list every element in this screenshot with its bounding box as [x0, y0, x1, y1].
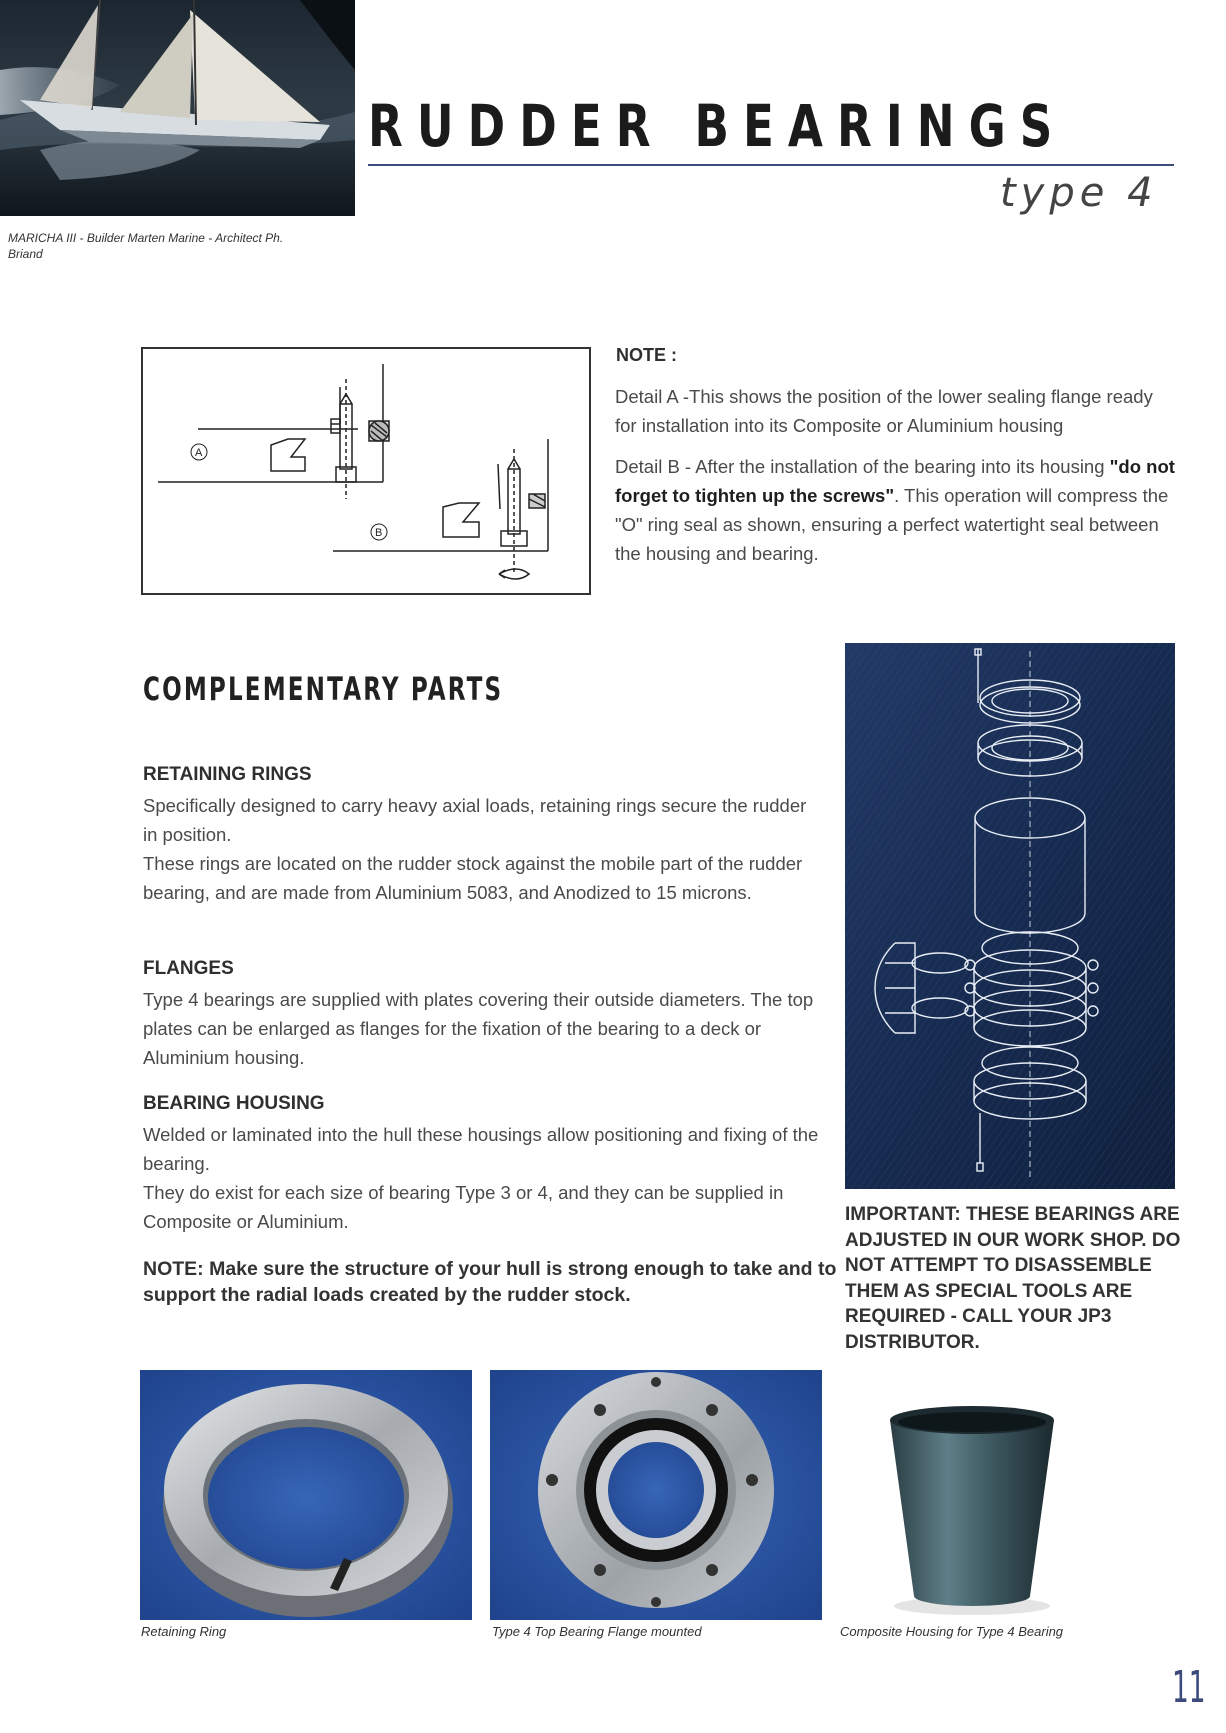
section-text-bearing-housing-2: They do exist for each size of bearing Type 3 or 4, and they can be supplied in Composite or Aluminium. — [143, 1182, 784, 1232]
page-number: 11 — [1172, 1662, 1206, 1713]
hero-caption: MARICHA III - Builder Marten Marine - Architect Ph. Briand — [8, 231, 284, 261]
title-divider — [368, 164, 1174, 166]
detail-label-b: B — [375, 527, 383, 539]
section-text-retaining-rings-2: These rings are located on the rudder stock against the mobile part of the rudder bearing, and are made from Aluminium 5083, and Anodized to 15 microns. — [143, 853, 803, 903]
hull-structure-note: NOTE: Make sure the structure of your hull is strong enough to take and to support the radial loads created by the rudder stock. — [143, 1258, 837, 1306]
hero-yacht-photo — [0, 0, 355, 216]
composite-housing-photo — [842, 1370, 1092, 1620]
section-text-retaining-rings: Specifically designed to carry heavy axial loads, retaining rings secure the rudder in position. — [143, 795, 807, 845]
exploded-bearing-blueprint — [845, 643, 1175, 1189]
top-bearing-flange-photo — [490, 1370, 822, 1620]
photo-caption-retaining-ring: Retaining Ring — [141, 1624, 227, 1639]
note-title: NOTE : — [616, 345, 677, 365]
page-subtitle: type 4 — [1000, 170, 1158, 216]
note-detail-b-prefix: Detail B - After the installation of the bearing into its housing — [615, 456, 1110, 477]
photo-caption-housing: Composite Housing for Type 4 Bearing — [840, 1624, 1064, 1639]
section-heading-flanges: FLANGES — [143, 958, 234, 979]
retaining-ring-photo — [140, 1370, 472, 1620]
section-heading-bearing-housing: BEARING HOUSING — [143, 1093, 325, 1114]
note-detail-b — [615, 452, 1175, 568]
section-text-flanges: Type 4 bearings are supplied with plates covering their outside diameters. The top plates can be enlarged as flanges for the fixation of the bearing to a deck or Aluminium housing. — [143, 989, 814, 1068]
page-title: RUDDER BEARINGS — [368, 92, 1067, 160]
important-warning: IMPORTANT: THESE BEARINGS ARE ADJUSTED IN OUR WORK SHOP. DO NOT ATTEMPT TO DISASSEMBLE THEM AS SPECIAL TOOLS ARE REQUIRED - CALL YOUR JP3 DISTRIBUTOR. — [845, 1204, 1181, 1353]
section-heading-retaining-rings: RETAINING RINGS — [143, 764, 312, 785]
note-detail-b-suffix: . This operation will compress the "O" ring seal as shown, ensuring a perfect watertight seal between the housing and bearing. — [615, 485, 1169, 564]
detail-label-a: A — [195, 447, 203, 459]
note-detail-a: Detail A -This shows the position of the lower sealing flange ready for installation into its Composite or Aluminium housing — [615, 386, 1153, 436]
complementary-parts-title: COMPLEMENTARY PARTS — [143, 670, 504, 708]
note-detail-b-emphasis: "do not forget to tighten up the screws" — [615, 456, 1175, 506]
detail-diagram — [143, 349, 589, 593]
photo-caption-flange: Type 4 Top Bearing Flange mounted — [492, 1624, 702, 1639]
section-text-bearing-housing: Welded or laminated into the hull these housings allow positioning and fixing of the bearing. — [143, 1124, 819, 1174]
detail-diagram-frame — [141, 347, 591, 595]
